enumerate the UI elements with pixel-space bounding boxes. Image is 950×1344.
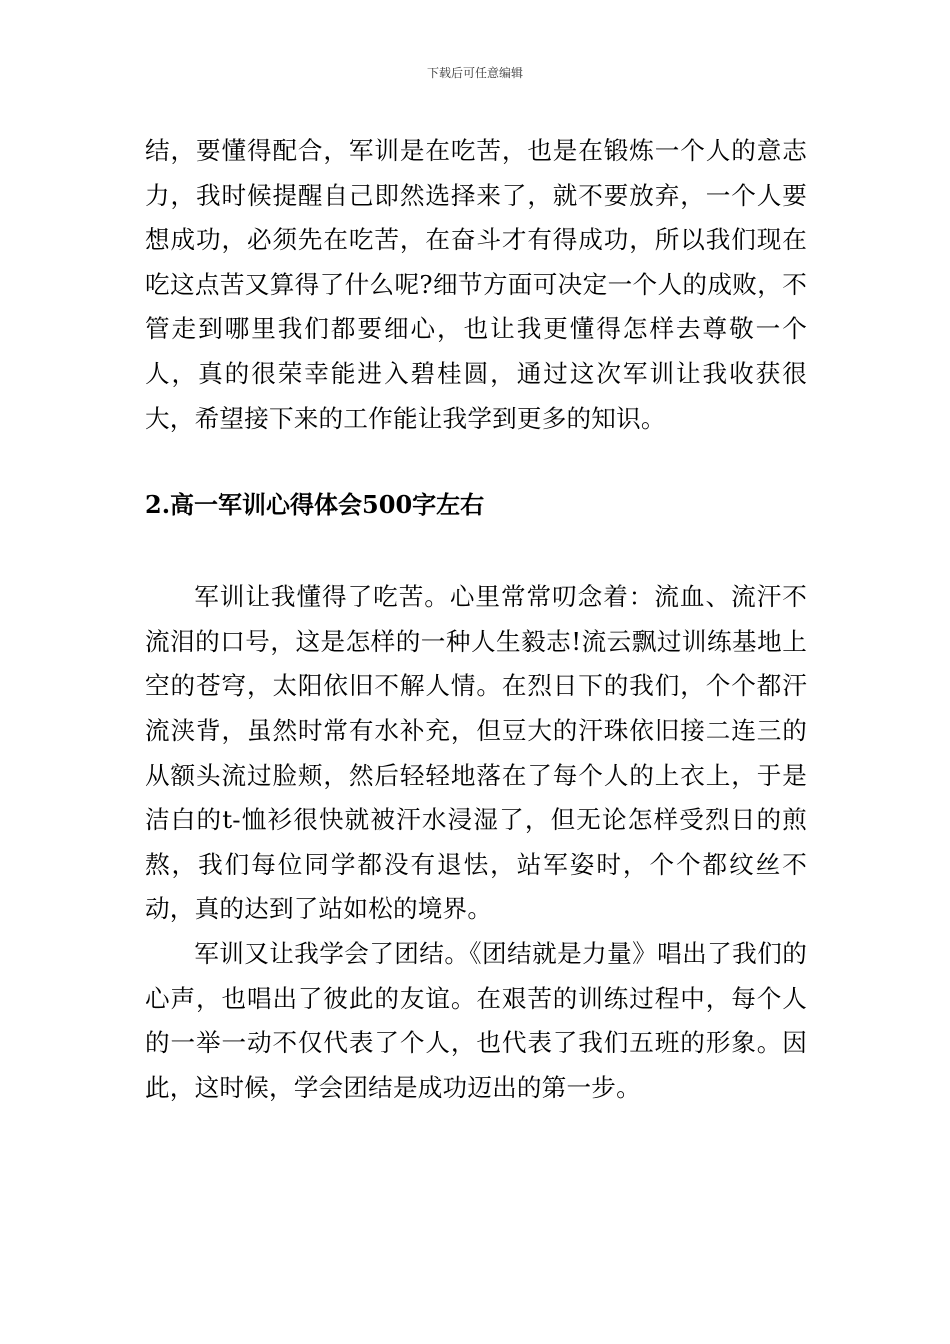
document-body: [145, 129, 807, 1110]
page-header-note: 下载后可任意编辑: [426, 66, 523, 80]
paragraph-3: 军训又让我学会了团结。《团结就是力量》唱出了我们的心声，也唱出了彼此的友谊。在艰苦的训练过程中，每个人的一举一动不仅代表了个人，也代表了我们五班的形象。因此，这时候，学会团结是成功迈出的第一步。: [145, 938, 807, 1102]
paragraph-2: 军训让我懂得了吃苦。心里常常叨念着：流血、流汗不流泪的口号，这是怎样的一种人生毅志!流云飘过训练基地上空的苍穹，太阳依旧不解人情。在烈日下的我们，个个都汗流浃背，虽然时常有水补充，但豆大的汗珠依旧接二连三的从额头流过脸颊，然后轻轻地落在了每个人的上衣上，于是洁白的t-恤衫很快就被汗水浸湿了，但无论怎样受烈日的煎熬，我们每位同学都没有退怯，站军姿时，个个都纹丝不动，真的达到了站如松的境界。: [145, 582, 807, 924]
spacer: [145, 441, 807, 490]
paragraph-1: 结，要懂得配合，军训是在吃苦，也是在锻炼一个人的意志力，我时候提醒自己即然选择来了，就不要放弃，一个人要想成功，必须先在吃苦，在奋斗才有得成功，所以我们现在吃这点苦又算得了什么呢?细节方面可决定一个人的成败，不管走到哪里我们都要细心，也让我更懂得怎样去尊敬一个人，真的很荣幸能进入碧桂圆，通过这次军训让我收获很大，希望接下来的工作能让我学到更多的知识。: [145, 136, 807, 433]
spacer: [145, 520, 807, 575]
section-heading: 2.高一军训心得体会500字左右: [145, 490, 485, 520]
